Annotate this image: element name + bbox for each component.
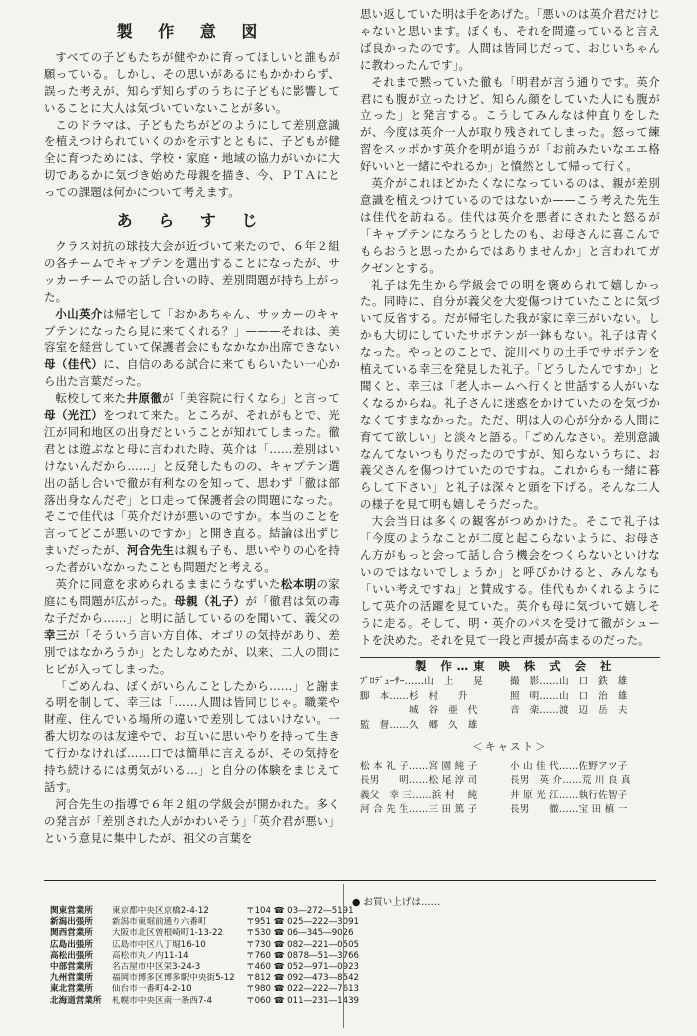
office-phone: 〒951 ☎ 025―222―3091: [246, 917, 360, 928]
office-phone: 〒730 ☎ 082―221―0505: [246, 939, 360, 950]
office-name: 新潟出張所: [50, 917, 93, 928]
character-name: 幸三: [44, 627, 68, 642]
synopsis-paragraph: [360, 513, 660, 648]
character-name: 母（光江）: [44, 408, 104, 423]
synopsis-paragraph: [44, 238, 340, 306]
character-name: 松本明: [280, 577, 317, 592]
cast-row-cell: 長男 明……松 尾 淳 司: [360, 775, 478, 787]
cast-heading: ＜キャスト＞: [472, 740, 548, 753]
office-phone: 〒530 ☎ 06―345―9026: [246, 928, 354, 939]
synopsis-text: 礼子は先生から学級会での明を褒められて嬉しかった。同時に、自分が義父を大変傷つけていたことに気づいて反省する。だが帰宅した我が家に幸三がいない。しかも大切にしていたサボテンが一鉢もない。礼子は青くなった。やっとのことで、淀川べりの土手でサボテンを植えている幸三を発見した礼子。「どうしたんですか」と聞くと、幸三は「老人ホームへ行くと世話する人がいなくなるからね。礼子さんに迷惑をかけていたのを気づかなくてすまなかった。ただ、明は人の心が分かる人間に育てて欲しい」と淡々と語る。「ごめんなさい。差別意識なんてないつもりだったのですが、知らないうちに、お義父さんを傷つけていたのですね。これからも一緒に暮らして下さい」と礼子は深々と頭を下げる。そんな二人の様子を見て明も嬉しそうだった。: [360, 277, 660, 512]
character-name: 井原徹: [126, 391, 163, 406]
intent-paragraph: すべての子どもたちが健やかに育ってほしいと誰もが願っている。しかし、その思いがあるにもかかわらず、誤った考えが、知らず知らずのうちに子どもに影響していることに大人は気づいていないことが多い。: [44, 49, 340, 115]
office-name: 東北営業所: [50, 984, 93, 995]
office-address: 高松市丸ノ内11-14: [112, 950, 189, 961]
office-row: [50, 928, 354, 939]
credit-row-cell: 音 楽……渡 辺 岳 夫: [510, 705, 628, 717]
office-phone: 〒104 ☎ 03―272―5191: [246, 906, 354, 916]
credit-row: [360, 675, 660, 689]
synopsis-text: 「ごめんね、ぼくがいらんことしたから……」と謝まる明を制して、幸三は「……人間は皆同じじゃ。職業や財産、住んでいる場所の違いで差別してはいけない。一番大切なのは友達やで、お互いに思いやりを持って生きて行かなければ……口では簡単に言えるが、その気持を持ち続けるには勇気がいる…」と自分の体験をまじえて話す。: [44, 678, 340, 794]
credit-row-cell: 城 谷 亜 代: [360, 705, 478, 717]
right-column: [360, 6, 660, 818]
cast-row-cell: 義父 幸 三……浜 村 純: [360, 789, 478, 801]
cast-row: [360, 789, 660, 803]
synopsis-text: 河合先生の指導で６年２組の学級会が開かれた。多くの発言が「差別された人がかわいそう」「英介君が悪い」という意見に集中したが、祖父の言葉を: [44, 796, 340, 845]
character-name: 小山英介: [55, 306, 103, 321]
cast-row-cell: 長男 英 介……荒 川 良 真: [510, 775, 631, 787]
synopsis-text: 大会当日は多くの観客がつめかけた。そこで礼子は「今度のようなことが二度と起こらないように、お母さん方がもっと会って話し合う機会をつくらないといけないのではないでしょうか」と呼びかけると、みんなも「いい考えですね」と賛成する。佳代もかくれるようにして英介の活躍を見ていた。英介も母に気づいて嬉しそうに走る。そして、明・英介のパスを受けて徹がシュートを決めた。それを見て一段と声援が高まるのだった。: [360, 514, 660, 647]
credit-row-cell: 撮 影……山 口 鉄 雄: [510, 676, 628, 688]
office-address: 福岡市博多区博多駅中央街5-12: [112, 973, 235, 984]
sales-office-list: [50, 906, 360, 1007]
bottom-rule: [44, 880, 656, 881]
office-row: [50, 995, 360, 1007]
divider: [343, 884, 344, 1028]
credit-row-cell: ﾌﾟﾛﾃﾞｭｰｻｰ……山 上 晃: [360, 676, 483, 688]
office-address: 名古屋市中区栄3-24-3: [112, 962, 201, 973]
synopsis-heading: あ ら す じ: [116, 211, 268, 231]
office-row: [50, 939, 360, 951]
cast-row-cell: 松 本 礼 子……宮 園 純 子: [360, 760, 478, 772]
synopsis-text: に、自信のある試合に来てもらいたい一心から出た言葉だった。: [44, 357, 340, 389]
credit-row: [360, 719, 660, 733]
office-name: 九州営業所: [50, 973, 93, 984]
office-address: 大阪市北区曽根崎町1-13-22: [112, 928, 223, 939]
credit-row-cell: 監 督……久 郷 久 雄: [360, 719, 478, 731]
synopsis-text: は親も子も、思いやりの心を持った者がいなかったことも問題だと考える。: [44, 543, 340, 575]
synopsis-text: をつれて来た。ところが、それがもとで、光江が同和地区の出身だということが知れてしまった。徹君とは遊ぶなと母に言われた時、英介は「……差別はいけないんだから……」と反発したものの、キャプテン選出の話し合いで徹が有利なのを知って、思わず「徹は部落出身なんだぞ」と口走って保護者会の問題になった。そこで佳代は「英介だけが悪いのですか。本当のことを言ってどこが悪いのですか」と開き直る。結論は出ずじまいだったが、: [44, 408, 340, 558]
credits-heading: 製 作…東 映 株 式 会 社: [415, 659, 617, 674]
cast-row-cell: 長男 徹……宝 田 槙 一: [510, 804, 628, 816]
credits-table: [360, 675, 660, 733]
synopsis-text: が「徹君は気の毒な子だから……」と明に話しているのを聞いて、義父の: [44, 594, 341, 625]
synopsis-text: が「そういう言い方自体、オゴリの気持があり、差別ではなかろうか」とたしなめたが、以来、二人の間にヒビが入ってしまった。: [44, 627, 340, 676]
cast-table: [360, 760, 660, 818]
purchase-box-label: ● お買い上げは……: [352, 897, 441, 908]
office-row: [50, 973, 360, 984]
office-phone: 〒760 ☎ 0878―51―3766: [246, 950, 360, 961]
synopsis-body-right: [360, 6, 660, 648]
office-phone: 〒460 ☎ 052―971―0923: [246, 962, 360, 973]
synopsis-text: 英介がこれほどかたくなになっているのは、親が差別意識を植えつけているのではないか——こう考えた先生は佳代を訪ねる。佳代は英介を悪者にされたと怒るが「キャプテンになろうとしたのも、お母さんに喜こんでもらおうと思ったからではありませんか」と言われてガクゼンとする。: [360, 176, 660, 275]
office-name: 関西営業所: [50, 928, 93, 939]
synopsis-text: の家庭にも問題が広がった。: [44, 577, 340, 608]
synopsis-body-left: [44, 238, 340, 847]
character-name: 河合先生: [126, 543, 175, 558]
intent-paragraph: このドラマは、子どもたちがどのようにして差別意識を植えつけられていくのかを示すとともに、子どもが健全に育つためには、学校・家庭・地域の協力がいかに大切であるかに気づき始めた母親を描き、今、ＰＴＡにとっての課題は何かについて考えます。: [44, 117, 340, 200]
cast-row-cell: 小 山 佳 代……佐野アツ子: [510, 760, 628, 772]
synopsis-paragraph: [44, 390, 340, 576]
cast-row: [360, 774, 660, 788]
intent-heading: 製 作 意 図: [116, 22, 268, 41]
synopsis-paragraph: [44, 576, 340, 677]
cast-row-cell: 井 原 光 江……執行佐智子: [510, 789, 628, 801]
office-address: 広島市中区八丁堀16-10: [112, 939, 206, 950]
credit-row: [360, 690, 660, 704]
synopsis-paragraph: [44, 306, 340, 391]
credit-row-cell: 照 明……山 口 治 雄: [510, 690, 628, 702]
office-row: [50, 984, 360, 995]
office-phone: 〒812 ☎ 092―473―8542: [246, 973, 360, 984]
synopsis-text: が「美容院に行くなら」と言って: [162, 391, 340, 406]
credit-row: [360, 704, 660, 718]
cast-row: [360, 803, 660, 817]
office-name: 中部営業所: [50, 962, 93, 973]
character-name: 母（佳代）: [44, 357, 104, 372]
office-row: [50, 917, 360, 928]
synopsis-text: は帰宅して「おかあちゃん、サッカーのキャプテンになったら見に来てくれる？」———それは、美容室を経営していて保護者会にもなかなか出席できない: [44, 306, 340, 355]
left-column: [44, 14, 340, 847]
cast-row-cell: 河 合 先 生……三 田 篤 子: [360, 804, 478, 816]
office-address: 東京都中央区京橋2-4-12: [112, 906, 209, 916]
synopsis-text: それまで黙っていた徹も「明君が言う通りです。英介君にも腹が立ったけど、知らん顔をしていた人にも腹が立った」と発言する。こうしてみんなは仲直りをしたが、今度は英介一人が取り残されてしまった。怒って練習をスッポかす英介を明が追うが「お前みたいなエエ格好いいと一緒にやれるか」と憤然として帰って行く。: [360, 74, 660, 174]
character-name: 母親（礼子）: [174, 594, 246, 608]
cast-row: [360, 760, 660, 774]
synopsis-paragraph: [360, 175, 660, 276]
synopsis-paragraph: [44, 796, 340, 847]
office-phone: 〒980 ☎ 022―222―7613: [246, 984, 360, 995]
office-name: 広島出張所: [50, 939, 93, 950]
office-row: [50, 950, 360, 962]
office-address: 仙台市一番町4-2-10: [112, 984, 192, 995]
office-phone: 〒060 ☎ 011―231―1439: [246, 995, 360, 1006]
office-row: [50, 906, 354, 917]
office-address: 新潟市東堀前通り六番町: [112, 917, 207, 928]
office-name: 高松出張所: [50, 950, 93, 961]
synopsis-paragraph: [360, 74, 660, 175]
synopsis-paragraph: [360, 277, 660, 514]
synopsis-paragraph: [360, 6, 660, 74]
office-name: 関東営業所: [50, 906, 93, 916]
office-name: 北海道営業所: [50, 995, 102, 1006]
synopsis-text: 転校して来た: [55, 391, 127, 406]
synopsis-text: 英介に同意を求められるままにうなずいた: [55, 577, 281, 592]
synopsis-text: クラス対抗の球技大会が近づいて来たので、６年２組の各チームでキャプテンを選出することになったが、サッカーチームでの話し合いの時、差別問題が持ち上がった。: [44, 238, 340, 304]
office-address: 札幌市中央区南一条西7-4: [112, 995, 212, 1006]
credit-row-cell: 脚 本……杉 村 升: [360, 690, 468, 702]
synopsis-paragraph: [44, 678, 340, 796]
office-row: [50, 962, 360, 973]
synopsis-text: 思い返していた明は手をあげた。「悪いのは英介君だけじゃないと思います。ぼくも、それを問違っていると言えば良かったのです。人間は皆同じだって、おじいちゃんに教わったんです」。: [360, 7, 660, 72]
